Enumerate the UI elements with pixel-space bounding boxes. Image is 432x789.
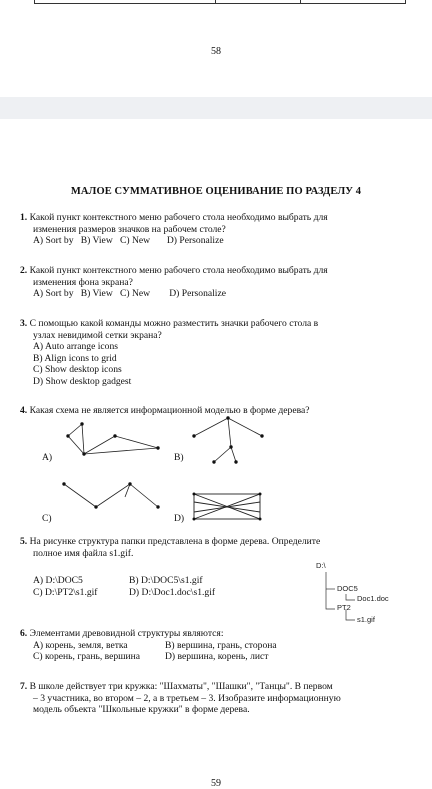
option-b: B) вершина, грань, сторона: [165, 639, 277, 651]
option-b: B) D:\DOC5\s1.gif: [129, 575, 203, 586]
question-text: Элементами древовидной структуры являются:: [29, 628, 224, 639]
question-number: 5.: [20, 536, 28, 547]
diagram-label-a: A): [42, 452, 53, 463]
question-text: полное имя файла s1.gif.: [33, 547, 134, 559]
option-b: B) View: [80, 288, 113, 300]
question-number: 7.: [20, 681, 28, 692]
question-text: На рисунке структура папки представлена в форме дерева. Определите: [29, 536, 321, 547]
question-text: изменения фона экрана?: [33, 276, 133, 288]
question-text: С помощью какой команды можно разместить значки рабочего стола в: [29, 318, 319, 329]
option-c: C) корень, грань, вершина: [33, 651, 141, 663]
option-a: A) Auto arrange icons: [33, 341, 118, 353]
option-c: C) D:\PT2\s1.gif: [33, 586, 98, 598]
tree-file-s1: s1.gif: [357, 615, 375, 624]
question-text: модель объекта "Школьные кружки" в форме дерева.: [33, 704, 250, 716]
question-number: 2.: [20, 265, 28, 276]
question-text: Какой пункт контекстного меню рабочего стола необходимо выбрать для: [29, 212, 328, 223]
question-text: – 3 участника, во втором – 2, а в третьем – 3. Изобразите информационную: [33, 692, 341, 704]
tree-folder-pt2: PT2: [337, 603, 351, 612]
question-text: изменения размеров значков на рабочем столе?: [33, 223, 226, 235]
option-a: A) Sort by: [33, 235, 74, 247]
diagram-label-b: B): [174, 452, 184, 463]
tree-folder-doc5: DOC5: [337, 584, 358, 593]
question-text: Какой пункт контекстного меню рабочего стола необходимо выбрать для: [29, 265, 328, 276]
option-b: B) Align icons to grid: [33, 352, 117, 364]
option-c: C) Show desktop icons: [33, 364, 122, 376]
question-number: 1.: [20, 212, 28, 223]
question-number: 3.: [20, 318, 28, 329]
question-7: [20, 681, 412, 716]
question-number: 4.: [20, 405, 28, 416]
option-c: C) New: [119, 235, 151, 247]
page-number-top: 58: [211, 46, 221, 57]
option-c: C) New: [119, 288, 151, 300]
page-number-bottom: 59: [211, 778, 221, 789]
option-b: B) View: [80, 235, 113, 247]
question-number: 6.: [20, 628, 28, 639]
option-a: A) корень, земля, ветка: [33, 639, 128, 651]
tree-file-doc1: Doc1.doc: [357, 594, 389, 603]
diagram-label-d: D): [174, 513, 185, 524]
question-6: [20, 628, 412, 663]
diagram-label-c: C): [42, 513, 52, 524]
option-a: A) Sort by: [33, 288, 74, 300]
tree-root: D:\: [316, 561, 326, 570]
question-text: узлах невидимой сетки экрана?: [33, 329, 162, 341]
option-d: D) Show desktop gadgest: [33, 375, 132, 387]
option-a: A) D:\DOC5: [33, 575, 83, 586]
section-title: МАЛОЕ СУММАТИВНОЕ ОЦЕНИВАНИЕ ПО РАЗДЕЛУ 4: [70, 186, 362, 197]
option-d: D) Personalize: [166, 235, 224, 247]
question-text: В школе действует три кружка: "Шахматы", "Шашки", "Танцы". В первом: [29, 681, 333, 692]
question-text: Какая схема не является информационной моделью в форме дерева?: [29, 405, 310, 416]
option-d: D) D:\Doc1.doc\s1.gif: [129, 586, 216, 598]
option-d: D) Personalize: [169, 288, 226, 300]
option-d: D) вершина, корень, лист: [165, 651, 269, 663]
